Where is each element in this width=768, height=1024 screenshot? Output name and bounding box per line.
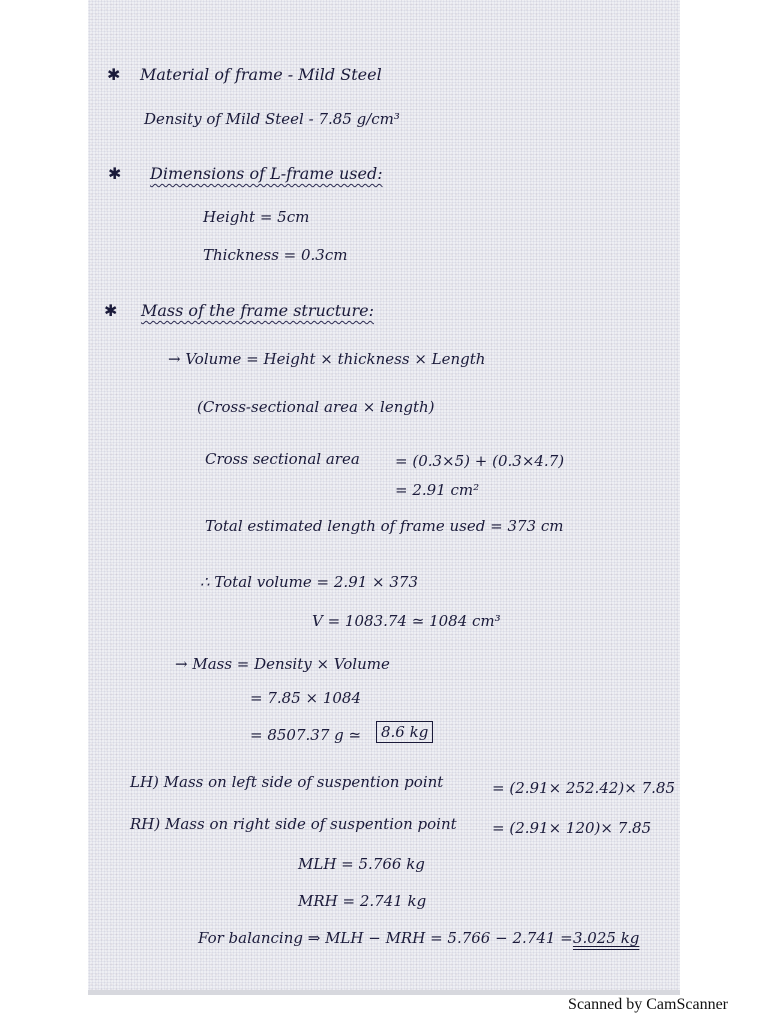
rh-equation: = (2.91× 120)× 7.85 <box>492 819 652 837</box>
bullet-icon: ✱ <box>104 301 118 320</box>
dimensions-heading: Dimensions of L-frame used: <box>150 164 383 183</box>
total-volume-line: ∴ Total volume = 2.91 × 373 <box>200 573 419 591</box>
mass-heading: Mass of the frame structure: <box>141 301 374 320</box>
material-line: Material of frame - Mild Steel <box>140 65 382 84</box>
scanned-page <box>88 0 680 995</box>
mass-equation: → Mass = Density × Volume <box>175 655 390 673</box>
cs-area-label: Cross sectional area <box>205 450 360 468</box>
volume-line: → Volume = Height × thickness × Length <box>168 350 486 368</box>
bullet-icon: ✱ <box>108 164 122 183</box>
bullet-icon: ✱ <box>107 65 121 84</box>
camscanner-watermark: Scanned by CamScanner <box>568 996 728 1013</box>
mass-result-boxed: 8.6 kg <box>376 721 433 743</box>
thickness-line: Thickness = 0.3cm <box>203 246 348 264</box>
lh-label: LH) Mass on left side of suspention point <box>130 773 444 791</box>
cs-area-result: = 2.91 cm² <box>395 481 480 499</box>
density-line: Density of Mild Steel - 7.85 g/cm³ <box>144 110 400 128</box>
volume-result: V = 1083.74 ≃ 1084 cm³ <box>312 612 501 630</box>
rh-label: RH) Mass on right side of suspention point <box>130 815 457 833</box>
lh-equation: = (2.91× 252.42)× 7.85 <box>492 779 675 797</box>
cs-area-equation: = (0.3×5) + (0.3×4.7) <box>395 452 565 470</box>
balancing-result: 3.025 kg <box>573 929 640 947</box>
mass-result-prefix: = 8507.37 g ≃ <box>250 726 362 744</box>
balancing-prefix: For balancing ⇒ MLH − MRH = 5.766 − 2.741 = <box>198 929 573 947</box>
total-length-line: Total estimated length of frame used = 373 cm <box>205 517 564 535</box>
page-edge <box>88 990 680 995</box>
cross-sectional-note: (Cross-sectional area × length) <box>197 398 435 416</box>
height-line: Height = 5cm <box>203 208 310 226</box>
m-lh-line: MLH = 5.766 kg <box>298 855 425 873</box>
m-rh-line: MRH = 2.741 kg <box>298 892 427 910</box>
mass-calculation: = 7.85 × 1084 <box>250 689 362 707</box>
